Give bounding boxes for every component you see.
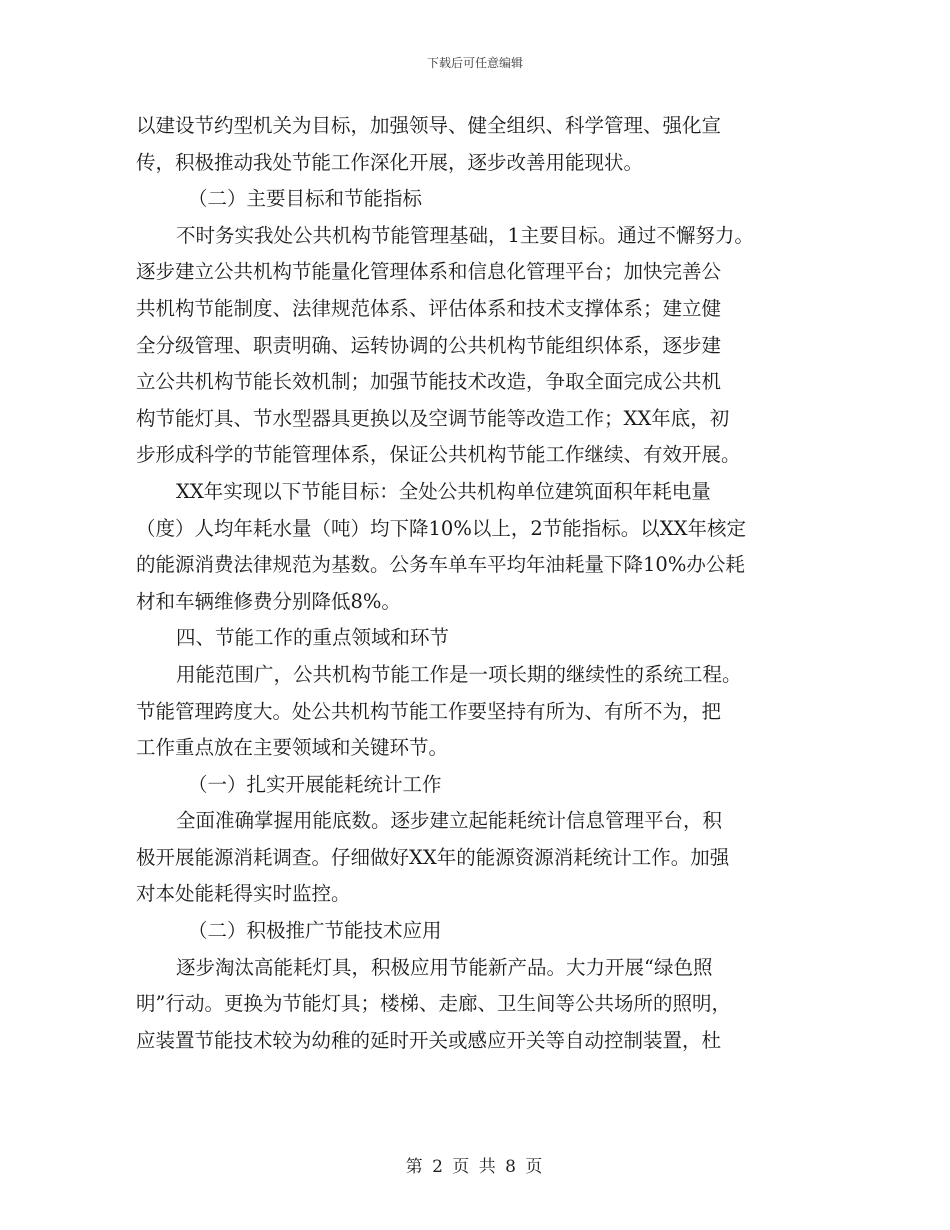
text-line: 材和车辆维修费分别降低8%。	[136, 589, 401, 613]
text-line: 不时务实我处公共机构节能管理基础，1主要目标。通过不懈努力。	[176, 223, 754, 247]
text-line: 立公共机构节能长效机制；加强节能技术改造，争取全面完成公共机	[136, 370, 722, 394]
text-line: 共机构节能制度、法律规范体系、评估体系和技术支撑体系；建立健	[136, 296, 722, 320]
text-line: XX年实现以下节能目标：全处公共机构单位建筑面积年耗电量	[176, 479, 711, 503]
text-line: 节能管理跨度大。处公共机构节能工作要坚持有所为、有所不为，把	[136, 699, 722, 723]
text-line: 的能源消费法律规范为基数。公务车单车平均年油耗量下降10%办公耗	[136, 553, 745, 577]
section-heading: 四、节能工作的重点领域和环节	[176, 626, 450, 650]
document-body	[136, 108, 826, 1059]
text-line: 步形成科学的节能管理体系，保证公共机构节能工作继续、有效开展。	[136, 443, 741, 467]
text-line: （度）人均年耗水量（吨）均下降10%以上，2节能指标。以XX年核定	[136, 516, 747, 540]
text-line: 全面准确掌握用能底数。逐步建立起能耗统计信息管理平台，积	[176, 809, 723, 833]
text-line: 明”行动。更换为节能灯具；楼梯、走廊、卫生间等公共场所的照明，	[136, 992, 731, 1016]
text-line: 应装置节能技术较为幼稚的延时开关或感应开关等自动控制装置，杜	[136, 1028, 722, 1052]
text-line: 对本处能耗得实时监控。	[136, 882, 351, 906]
text-line: 构节能灯具、节水型器具更换以及空调节能等改造工作；XX年底，初	[136, 406, 730, 430]
text-line: 以建设节约型机关为目标，加强领导、健全组织、科学管理、强化宣	[136, 114, 722, 137]
text-line: 传，积极推动我处节能工作深化开展，逐步改善用能现状。	[136, 150, 644, 174]
page-number-footer: 第 2 页 共 8 页	[405, 1157, 545, 1177]
text-line: 逐步淘汰高能耗灯具，积极应用节能新产品。大力开展“绿色照	[176, 955, 713, 979]
text-line: 极开展能源消耗调查。仔细做好XX年的能源资源消耗统计工作。加强	[136, 845, 730, 869]
text-line: 逐步建立公共机构节能量化管理体系和信息化管理平台；加快完善公	[136, 260, 722, 284]
section-heading: （二）积极推广节能技术应用	[188, 919, 442, 943]
section-heading: （二）主要目标和节能指标	[188, 187, 423, 211]
text-line: 全分级管理、职责明确、运转协调的公共机构节能组织体系，逐步建	[136, 333, 722, 357]
text-line: 工作重点放在主要领域和关键环节。	[136, 736, 449, 760]
page-header: 下载后可任意编辑	[426, 56, 523, 70]
text-line: 用能范围广，公共机构节能工作是一项长期的继续性的系统工程。	[176, 662, 742, 686]
section-heading: （一）扎实开展能耗统计工作	[188, 772, 442, 796]
